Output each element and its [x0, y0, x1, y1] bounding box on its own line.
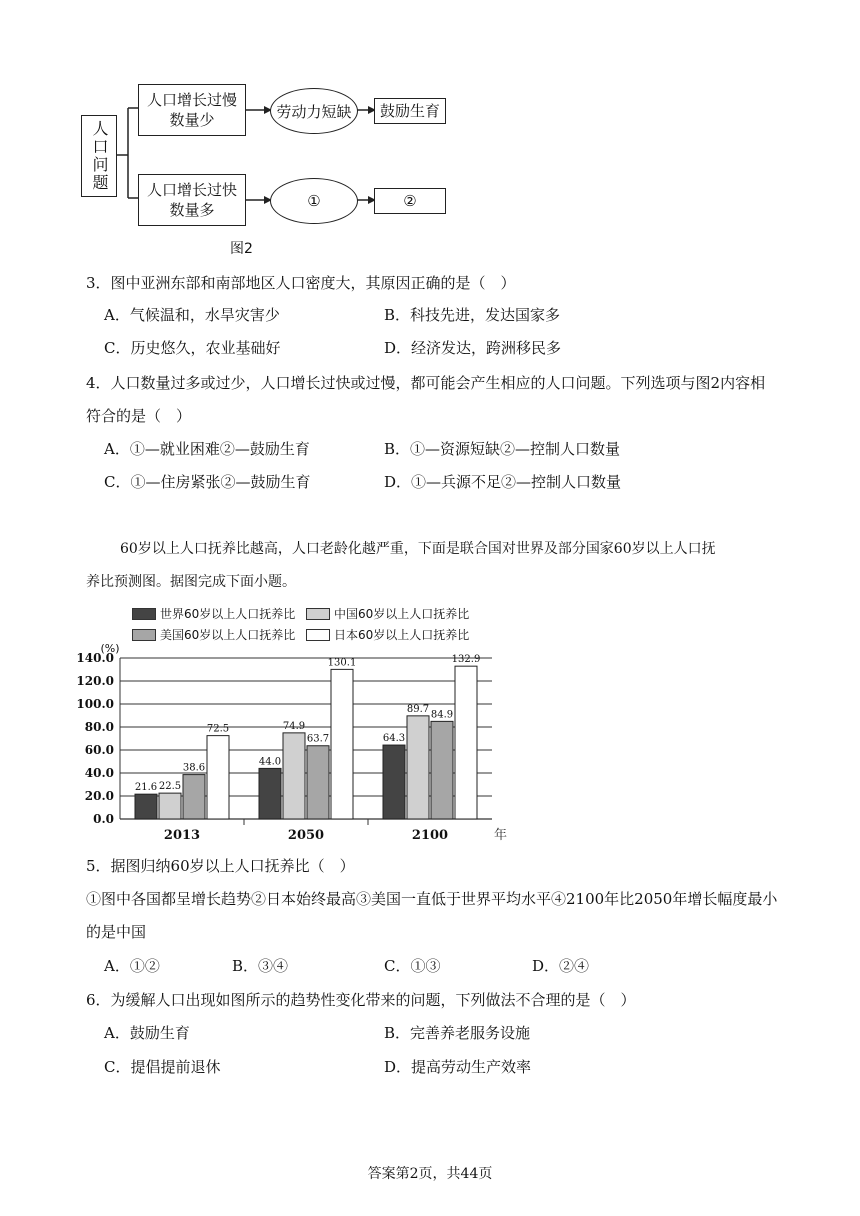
bar: [183, 775, 205, 819]
q4-option-c[interactable]: C．①—住房紧张②—鼓励生育: [104, 473, 311, 491]
legend-china-swatch: [306, 608, 330, 620]
q3-option-b[interactable]: B．科技先进，发达国家多: [384, 306, 561, 324]
legend-world-swatch: [132, 608, 156, 620]
legend-usa-label: 美国60岁以上人口抚养比: [160, 628, 296, 642]
q5-option-c[interactable]: C．①③: [384, 957, 441, 975]
bar: [159, 793, 181, 819]
dependency-ratio-chart: [0, 640, 520, 845]
bar-value-label: 63.7: [306, 733, 330, 745]
bar-value-label: 72.5: [206, 723, 230, 735]
y-axis-unit: (%): [100, 642, 120, 655]
bar: [407, 716, 429, 819]
bottom-cause-box: [138, 174, 246, 226]
bar-value-label: 22.5: [158, 781, 182, 793]
bar-value-label: 64.3: [382, 733, 406, 745]
q6-option-a[interactable]: A．鼓励生育: [104, 1024, 190, 1042]
bar-value-label: 44.0: [258, 756, 282, 768]
q3-option-d[interactable]: D．经济发达，跨洲移民多: [384, 339, 562, 357]
bar: [431, 721, 453, 819]
x-category-label: 2050: [287, 828, 325, 843]
y-tick-label: 0.0: [93, 812, 114, 826]
legend-usa-swatch: [132, 629, 156, 641]
bottom-effect-label: ①: [307, 192, 321, 210]
bar: [259, 768, 281, 819]
bar: [383, 745, 405, 819]
q3-option-a[interactable]: A．气候温和，水旱灾害少: [104, 306, 280, 324]
y-tick-label: 140.0: [76, 651, 114, 665]
q5-stem: 5．据图归纳60岁以上人口抚养比（ ）: [86, 857, 355, 875]
bar: [455, 666, 477, 819]
y-tick-label: 100.0: [76, 697, 114, 711]
q5-option-a[interactable]: A．①②: [104, 957, 160, 975]
bar-value-label: 132.9: [451, 654, 481, 666]
top-cause-line1: 人口增长过慢: [146, 91, 237, 109]
legend-china: [306, 605, 469, 622]
legend-world-label: 世界60岁以上人口抚养比: [160, 607, 296, 621]
q4-option-a[interactable]: A．①—就业困难②—鼓励生育: [104, 440, 310, 458]
flowchart-connectors: [0, 0, 860, 260]
root-box: [81, 115, 117, 197]
bar-value-label: 84.9: [430, 709, 454, 721]
top-cause-line2: 数量少: [169, 111, 215, 129]
q5-option-d[interactable]: D．②④: [532, 957, 590, 975]
legend-world: [132, 605, 295, 622]
intro-line2: 养比预测图。据图完成下面小题。: [86, 574, 296, 590]
q5-option-b[interactable]: B．③④: [232, 957, 289, 975]
page-footer: 答案第2页，共44页: [367, 1166, 493, 1182]
top-cause-box: [138, 84, 246, 136]
x-category-label: 2013: [163, 828, 201, 843]
q4-stem-line1: 4．人口数量过多或过少，人口增长过快或过慢，都可能会产生相应的人口问题。下列选项与图2内容相: [86, 374, 766, 392]
x-category-label: 2100: [411, 828, 449, 843]
bar: [135, 794, 157, 819]
y-tick-label: 40.0: [84, 766, 114, 780]
q3-option-c[interactable]: C．历史悠久，农业基础好: [104, 339, 281, 357]
q4-option-b[interactable]: B．①—资源短缺②—控制人口数量: [384, 440, 621, 458]
x-axis-unit: 年: [494, 828, 508, 843]
y-tick-label: 60.0: [84, 743, 114, 757]
bar-value-label: 89.7: [406, 703, 430, 715]
top-result-box: [374, 98, 446, 124]
bar-value-label: 74.9: [282, 720, 306, 732]
root-label: 人口问题: [90, 120, 109, 192]
legend-japan-label: 日本60岁以上人口抚养比: [334, 628, 470, 642]
bar-value-label: 130.1: [327, 657, 357, 669]
bottom-result-label: ②: [403, 192, 417, 210]
q6-stem: 6．为缓解人口出现如图所示的趋势性变化带来的问题，下列做法不合理的是（ ）: [86, 991, 636, 1009]
q4-option-d[interactable]: D．①—兵源不足②—控制人口数量: [384, 473, 622, 491]
q4-stem-line2: 符合的是（ ）: [86, 407, 192, 425]
q5-statements-line1: ①图中各国都呈增长趋势②日本始终最高③美国一直低于世界平均水平④2100年比2050年增长幅度最小: [86, 890, 778, 908]
bar: [283, 733, 305, 819]
bottom-cause-line2: 数量多: [169, 201, 215, 219]
bar: [207, 736, 229, 819]
top-effect-oval: [270, 88, 358, 134]
q6-option-c[interactable]: C．提倡提前退休: [104, 1058, 221, 1076]
intro-line1: 60岁以上人口抚养比越高，人口老龄化越严重，下面是联合国对世界及部分国家60岁以上人口抚: [120, 541, 716, 557]
q6-option-b[interactable]: B．完善养老服务设施: [384, 1024, 531, 1042]
bottom-result-box: [374, 188, 446, 214]
bar-value-label: 38.6: [182, 762, 206, 774]
top-result-label: 鼓励生育: [379, 102, 440, 120]
q6-option-d[interactable]: D．提高劳动生产效率: [384, 1058, 532, 1076]
q5-statements-line2: 的是中国: [86, 923, 147, 941]
figure-2-caption: 图2: [230, 241, 253, 257]
legend-china-label: 中国60岁以上人口抚养比: [334, 607, 470, 621]
bar: [331, 669, 353, 819]
bar-value-label: 21.6: [134, 782, 158, 794]
legend-japan-swatch: [306, 629, 330, 641]
bottom-effect-oval: [270, 178, 358, 224]
y-tick-label: 20.0: [84, 789, 114, 803]
y-tick-label: 120.0: [76, 674, 114, 688]
q3-stem: 3．图中亚洲东部和南部地区人口密度大，其原因正确的是（ ）: [86, 274, 516, 292]
bar: [307, 746, 329, 819]
top-effect-label: 劳动力短缺: [276, 102, 352, 121]
bottom-cause-line1: 人口增长过快: [146, 181, 237, 199]
y-tick-label: 80.0: [84, 720, 114, 734]
